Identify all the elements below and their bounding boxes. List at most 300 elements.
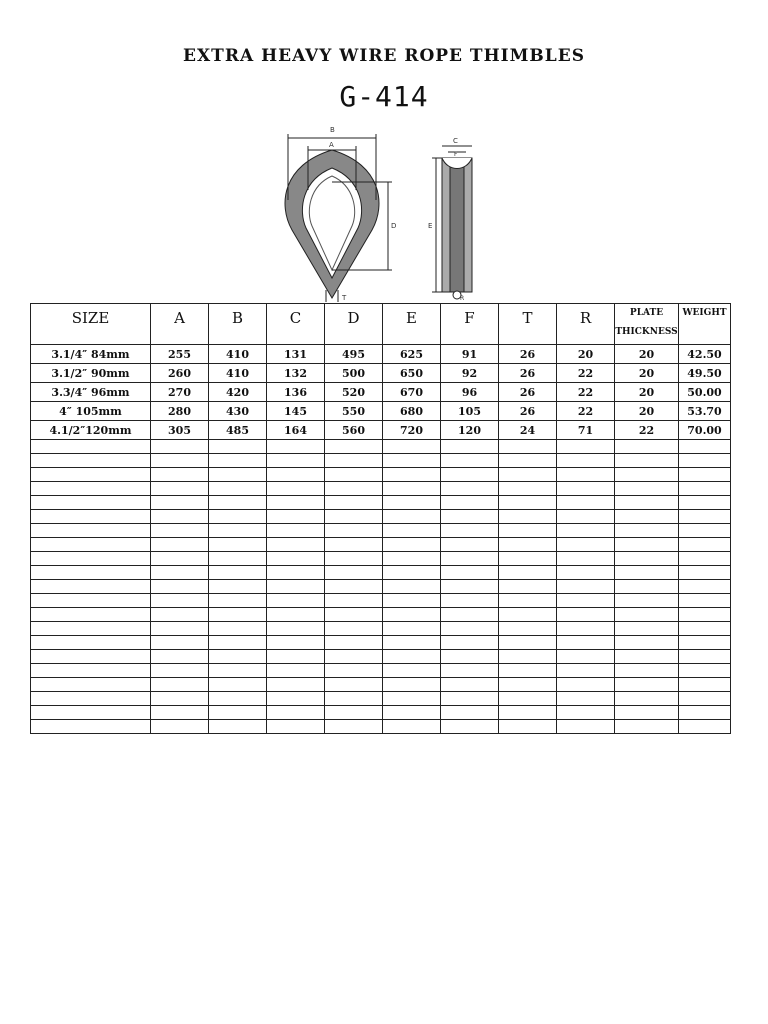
empty-table-cell	[679, 552, 731, 566]
table-cell: 3.1/2″ 90mm	[31, 364, 151, 383]
empty-table-cell	[151, 580, 209, 594]
table-cell: 20	[557, 345, 615, 364]
col-header-b: B	[209, 304, 267, 345]
empty-table-cell	[31, 468, 151, 482]
empty-table-cell	[615, 496, 679, 510]
dim-label-b: B	[330, 126, 335, 134]
col-header-a: A	[151, 304, 209, 345]
empty-table-cell	[679, 440, 731, 454]
empty-table-cell	[557, 594, 615, 608]
empty-table-cell	[441, 650, 499, 664]
empty-table-cell	[151, 594, 209, 608]
table-cell: 70.00	[679, 421, 731, 440]
empty-table-cell	[441, 440, 499, 454]
empty-table-cell	[441, 566, 499, 580]
table-cell: 71	[557, 421, 615, 440]
empty-table-cell	[151, 566, 209, 580]
empty-table-cell	[209, 720, 267, 734]
empty-table-cell	[383, 622, 441, 636]
table-cell: 164	[267, 421, 325, 440]
empty-table-cell	[441, 510, 499, 524]
empty-table-cell	[209, 650, 267, 664]
model-number: G-414	[339, 80, 429, 113]
empty-table-cell	[267, 538, 325, 552]
empty-table-cell	[209, 664, 267, 678]
empty-table-cell	[615, 468, 679, 482]
table-cell: 410	[209, 345, 267, 364]
empty-table-cell	[151, 510, 209, 524]
empty-table-cell	[325, 468, 383, 482]
empty-table-cell	[557, 496, 615, 510]
table-cell: 410	[209, 364, 267, 383]
col-header-plate-thickness: PLATE THICKNESS	[615, 304, 679, 345]
empty-table-cell	[383, 552, 441, 566]
empty-table-cell	[557, 650, 615, 664]
empty-table-cell	[679, 664, 731, 678]
empty-table-cell	[499, 538, 557, 552]
table-cell: 42.50	[679, 345, 731, 364]
empty-table-cell	[441, 538, 499, 552]
empty-table-cell	[151, 678, 209, 692]
table-cell: 20	[615, 402, 679, 421]
empty-table-cell	[383, 678, 441, 692]
empty-table-cell	[151, 454, 209, 468]
empty-table-cell	[441, 468, 499, 482]
empty-table-cell	[209, 692, 267, 706]
empty-table-cell	[615, 566, 679, 580]
empty-table-cell	[325, 664, 383, 678]
table-row	[31, 345, 731, 364]
table-cell: 91	[441, 345, 499, 364]
page-title: EXTRA HEAVY WIRE ROPE THIMBLES	[183, 46, 585, 66]
empty-table-cell	[615, 622, 679, 636]
table-row	[31, 383, 731, 402]
empty-table-cell	[209, 468, 267, 482]
empty-table-cell	[31, 664, 151, 678]
empty-table-cell	[615, 580, 679, 594]
empty-table-cell	[31, 510, 151, 524]
empty-table-cell	[151, 706, 209, 720]
empty-table-cell	[679, 538, 731, 552]
empty-table-cell	[499, 608, 557, 622]
empty-table-cell	[31, 496, 151, 510]
empty-table-cell	[499, 510, 557, 524]
empty-table-cell	[209, 678, 267, 692]
table-cell: 26	[499, 383, 557, 402]
col-header-r: R	[557, 304, 615, 345]
table-cell: 120	[441, 421, 499, 440]
empty-table-cell	[325, 636, 383, 650]
empty-table-cell	[209, 636, 267, 650]
empty-table-cell	[615, 482, 679, 496]
empty-table-cell	[383, 440, 441, 454]
table-cell: 20	[615, 345, 679, 364]
empty-table-cell	[267, 496, 325, 510]
empty-table-cell	[615, 608, 679, 622]
empty-table-cell	[679, 608, 731, 622]
table-cell: 22	[557, 383, 615, 402]
empty-table-cell	[441, 706, 499, 720]
empty-table-cell	[151, 720, 209, 734]
col-header-t: T	[499, 304, 557, 345]
empty-table-cell	[679, 454, 731, 468]
thimble-front-view	[285, 134, 392, 302]
empty-table-cell	[441, 622, 499, 636]
empty-table-cell	[679, 566, 731, 580]
empty-table-row	[31, 538, 731, 552]
empty-table-cell	[557, 482, 615, 496]
empty-table-cell	[615, 454, 679, 468]
empty-table-cell	[209, 482, 267, 496]
dim-label-e: E	[428, 222, 433, 230]
empty-table-cell	[209, 580, 267, 594]
empty-table-cell	[209, 538, 267, 552]
empty-table-cell	[325, 720, 383, 734]
empty-table-cell	[557, 678, 615, 692]
table-cell: 650	[383, 364, 441, 383]
table-cell: 500	[325, 364, 383, 383]
empty-table-cell	[151, 482, 209, 496]
empty-table-cell	[679, 468, 731, 482]
empty-table-cell	[31, 720, 151, 734]
table-cell: 720	[383, 421, 441, 440]
empty-table-cell	[499, 594, 557, 608]
empty-table-cell	[267, 664, 325, 678]
empty-table-cell	[325, 692, 383, 706]
empty-table-cell	[679, 622, 731, 636]
empty-table-cell	[31, 524, 151, 538]
empty-table-cell	[557, 468, 615, 482]
col-header-e: E	[383, 304, 441, 345]
empty-table-cell	[151, 622, 209, 636]
empty-table-cell	[441, 496, 499, 510]
empty-table-row	[31, 454, 731, 468]
table-cell: 26	[499, 364, 557, 383]
empty-table-row	[31, 664, 731, 678]
empty-table-cell	[679, 580, 731, 594]
empty-table-cell	[267, 524, 325, 538]
empty-table-row	[31, 468, 731, 482]
col-header-size: SIZE	[31, 304, 151, 345]
empty-table-cell	[441, 552, 499, 566]
table-cell: 26	[499, 402, 557, 421]
empty-table-cell	[441, 594, 499, 608]
empty-table-cell	[325, 538, 383, 552]
empty-table-cell	[499, 566, 557, 580]
empty-table-cell	[383, 650, 441, 664]
dim-label-d: D	[391, 222, 397, 230]
empty-table-cell	[383, 692, 441, 706]
empty-table-row	[31, 636, 731, 650]
empty-table-cell	[31, 538, 151, 552]
empty-table-cell	[151, 496, 209, 510]
empty-table-cell	[31, 580, 151, 594]
table-cell: 96	[441, 383, 499, 402]
empty-table-cell	[267, 454, 325, 468]
empty-table-cell	[615, 706, 679, 720]
table-body	[31, 345, 731, 734]
empty-table-cell	[31, 454, 151, 468]
empty-table-cell	[557, 510, 615, 524]
table-cell: 136	[267, 383, 325, 402]
empty-table-cell	[615, 510, 679, 524]
empty-table-cell	[267, 552, 325, 566]
empty-table-cell	[267, 510, 325, 524]
empty-table-cell	[31, 440, 151, 454]
empty-table-cell	[383, 636, 441, 650]
table-cell: 20	[615, 364, 679, 383]
empty-table-cell	[557, 524, 615, 538]
empty-table-cell	[679, 510, 731, 524]
empty-table-cell	[267, 608, 325, 622]
empty-table-cell	[557, 636, 615, 650]
empty-table-cell	[499, 622, 557, 636]
empty-table-row	[31, 720, 731, 734]
empty-table-cell	[499, 636, 557, 650]
empty-table-cell	[31, 482, 151, 496]
empty-table-cell	[499, 468, 557, 482]
table-cell: 49.50	[679, 364, 731, 383]
empty-table-row	[31, 496, 731, 510]
empty-table-cell	[383, 608, 441, 622]
empty-table-cell	[679, 706, 731, 720]
table-cell: 625	[383, 345, 441, 364]
empty-table-cell	[557, 580, 615, 594]
empty-table-row	[31, 580, 731, 594]
empty-table-cell	[325, 650, 383, 664]
empty-table-cell	[557, 608, 615, 622]
empty-table-cell	[441, 454, 499, 468]
empty-table-row	[31, 440, 731, 454]
empty-table-cell	[557, 552, 615, 566]
thimble-drawing	[270, 120, 500, 305]
empty-table-cell	[209, 552, 267, 566]
dim-label-r: R	[460, 295, 465, 302]
empty-table-cell	[383, 510, 441, 524]
empty-table-cell	[31, 692, 151, 706]
empty-table-row	[31, 552, 731, 566]
empty-table-cell	[679, 692, 731, 706]
empty-table-cell	[267, 482, 325, 496]
table-cell: 560	[325, 421, 383, 440]
col-header-c: C	[267, 304, 325, 345]
empty-table-cell	[31, 552, 151, 566]
spec-table	[30, 303, 731, 734]
empty-table-cell	[383, 580, 441, 594]
empty-table-row	[31, 482, 731, 496]
empty-table-cell	[267, 468, 325, 482]
empty-table-cell	[615, 552, 679, 566]
empty-table-cell	[679, 636, 731, 650]
empty-table-cell	[499, 454, 557, 468]
empty-table-cell	[151, 538, 209, 552]
table-cell: 305	[151, 421, 209, 440]
empty-table-cell	[383, 482, 441, 496]
col-header-f: F	[441, 304, 499, 345]
empty-table-cell	[267, 650, 325, 664]
empty-table-cell	[441, 692, 499, 706]
empty-table-cell	[209, 510, 267, 524]
empty-table-row	[31, 678, 731, 692]
empty-table-row	[31, 622, 731, 636]
empty-table-cell	[267, 706, 325, 720]
empty-table-cell	[209, 608, 267, 622]
empty-table-cell	[209, 566, 267, 580]
empty-table-cell	[615, 440, 679, 454]
empty-table-cell	[31, 706, 151, 720]
empty-table-cell	[151, 440, 209, 454]
empty-table-cell	[499, 706, 557, 720]
empty-table-cell	[325, 706, 383, 720]
table-cell: 255	[151, 345, 209, 364]
empty-table-cell	[31, 678, 151, 692]
table-cell: 260	[151, 364, 209, 383]
empty-table-cell	[499, 580, 557, 594]
empty-table-cell	[441, 664, 499, 678]
empty-table-row	[31, 594, 731, 608]
table-cell: 26	[499, 345, 557, 364]
empty-table-cell	[383, 706, 441, 720]
empty-table-cell	[557, 538, 615, 552]
table-cell: 280	[151, 402, 209, 421]
table-cell: 670	[383, 383, 441, 402]
empty-table-cell	[615, 650, 679, 664]
empty-table-cell	[325, 454, 383, 468]
empty-table-cell	[383, 720, 441, 734]
empty-table-cell	[31, 608, 151, 622]
table-cell: 22	[557, 402, 615, 421]
empty-table-cell	[383, 594, 441, 608]
empty-table-cell	[557, 692, 615, 706]
empty-table-cell	[557, 720, 615, 734]
table-cell: 485	[209, 421, 267, 440]
table-cell: 24	[499, 421, 557, 440]
empty-table-cell	[441, 608, 499, 622]
empty-table-cell	[325, 622, 383, 636]
empty-table-row	[31, 706, 731, 720]
empty-table-cell	[31, 650, 151, 664]
table-cell: 680	[383, 402, 441, 421]
empty-table-cell	[679, 650, 731, 664]
empty-table-cell	[209, 496, 267, 510]
empty-table-row	[31, 608, 731, 622]
empty-table-row	[31, 692, 731, 706]
empty-table-cell	[31, 566, 151, 580]
empty-table-cell	[325, 524, 383, 538]
table-cell: 131	[267, 345, 325, 364]
dim-label-c: C	[453, 137, 458, 145]
empty-table-cell	[383, 524, 441, 538]
table-cell: 53.70	[679, 402, 731, 421]
empty-table-cell	[383, 454, 441, 468]
table-cell: 145	[267, 402, 325, 421]
dim-label-a: A	[329, 141, 334, 149]
empty-table-cell	[325, 608, 383, 622]
empty-table-cell	[325, 482, 383, 496]
empty-table-cell	[441, 524, 499, 538]
empty-table-cell	[383, 496, 441, 510]
empty-table-cell	[267, 440, 325, 454]
empty-table-cell	[267, 692, 325, 706]
empty-table-cell	[615, 538, 679, 552]
table-cell: 132	[267, 364, 325, 383]
empty-table-cell	[151, 692, 209, 706]
empty-table-cell	[383, 468, 441, 482]
empty-table-cell	[31, 594, 151, 608]
empty-table-cell	[615, 692, 679, 706]
table-cell: 20	[615, 383, 679, 402]
empty-table-cell	[679, 594, 731, 608]
empty-table-cell	[557, 664, 615, 678]
empty-table-cell	[499, 664, 557, 678]
empty-table-cell	[325, 566, 383, 580]
table-cell: 495	[325, 345, 383, 364]
empty-table-cell	[499, 650, 557, 664]
empty-table-cell	[325, 678, 383, 692]
table-cell: 3.1/4″ 84mm	[31, 345, 151, 364]
empty-table-cell	[499, 720, 557, 734]
table-cell: 105	[441, 402, 499, 421]
empty-table-cell	[441, 678, 499, 692]
table-row	[31, 402, 731, 421]
empty-table-cell	[267, 678, 325, 692]
empty-table-cell	[615, 720, 679, 734]
table-row	[31, 364, 731, 383]
empty-table-cell	[151, 468, 209, 482]
empty-table-row	[31, 566, 731, 580]
empty-table-cell	[557, 566, 615, 580]
dim-label-t: T	[342, 294, 347, 302]
table-cell: 3.3/4″ 96mm	[31, 383, 151, 402]
empty-table-cell	[209, 440, 267, 454]
table-cell: 22	[557, 364, 615, 383]
empty-table-row	[31, 650, 731, 664]
empty-table-cell	[151, 650, 209, 664]
empty-table-cell	[267, 622, 325, 636]
empty-table-cell	[441, 636, 499, 650]
empty-table-cell	[267, 636, 325, 650]
empty-table-cell	[679, 524, 731, 538]
empty-table-cell	[441, 720, 499, 734]
table-row	[31, 421, 731, 440]
empty-table-cell	[325, 594, 383, 608]
empty-table-cell	[499, 496, 557, 510]
empty-table-cell	[679, 482, 731, 496]
empty-table-cell	[615, 678, 679, 692]
empty-table-cell	[383, 538, 441, 552]
dim-label-f: F	[454, 151, 458, 158]
col-header-weight: WEIGHT	[679, 304, 731, 345]
empty-table-cell	[557, 706, 615, 720]
empty-table-cell	[151, 524, 209, 538]
empty-table-cell	[499, 524, 557, 538]
empty-table-cell	[679, 678, 731, 692]
empty-table-cell	[209, 524, 267, 538]
table-cell: 4″ 105mm	[31, 402, 151, 421]
empty-table-cell	[615, 636, 679, 650]
table-header-row	[31, 304, 731, 345]
table-cell: 4.1/2″120mm	[31, 421, 151, 440]
empty-table-cell	[325, 510, 383, 524]
empty-table-cell	[325, 496, 383, 510]
table-cell: 270	[151, 383, 209, 402]
empty-table-cell	[615, 524, 679, 538]
table-cell: 430	[209, 402, 267, 421]
empty-table-cell	[151, 664, 209, 678]
empty-table-cell	[615, 664, 679, 678]
empty-table-cell	[209, 594, 267, 608]
empty-table-cell	[679, 496, 731, 510]
